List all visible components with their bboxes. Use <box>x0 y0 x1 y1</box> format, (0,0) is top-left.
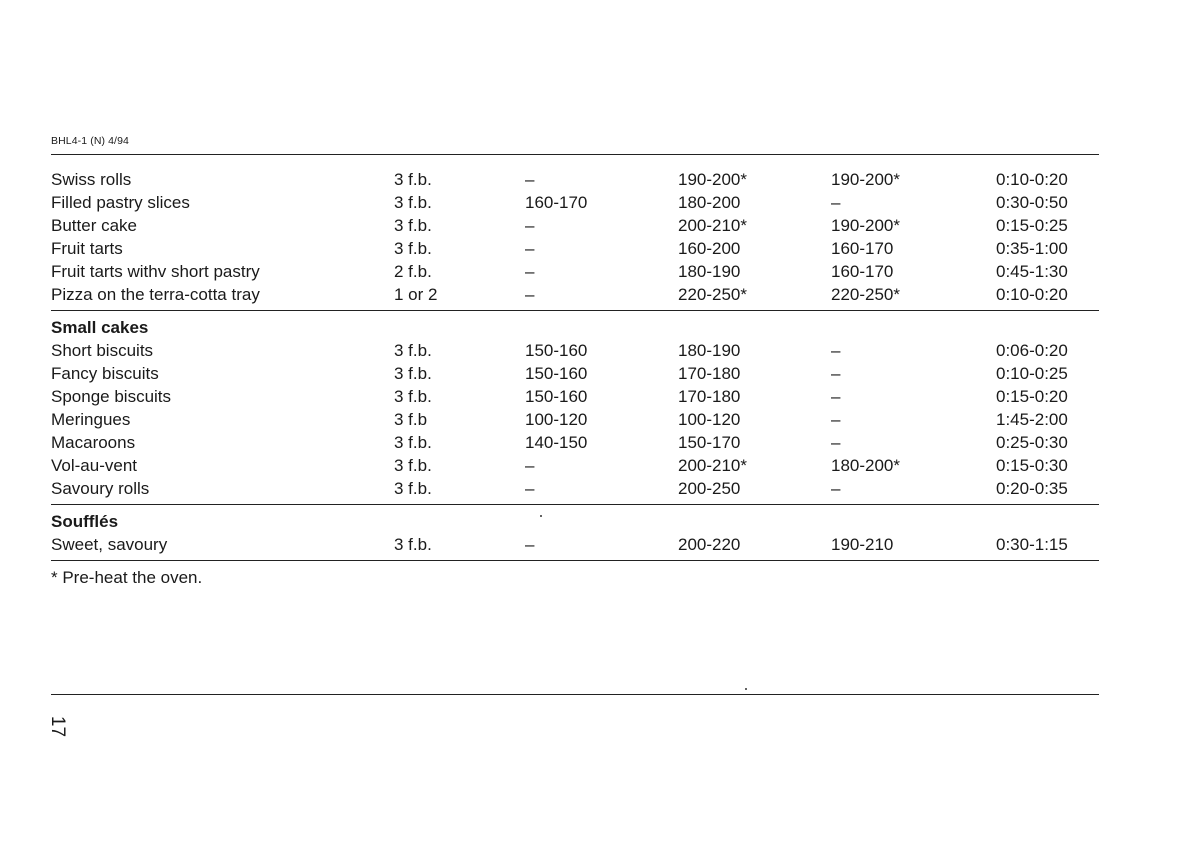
cooking-time: 0:45-1:30 <box>996 262 1068 281</box>
section-heading: Small cakes <box>51 318 149 337</box>
table-row <box>51 168 1099 191</box>
shelf-level: 3 f.b. <box>394 193 432 212</box>
shelf-level: 3 f.b. <box>394 341 432 360</box>
table-row <box>51 533 1099 556</box>
page-number: 17 <box>47 715 69 738</box>
table-row <box>51 454 1099 477</box>
temp-col-1: – <box>525 216 535 235</box>
cooking-time: 0:35-1:00 <box>996 239 1068 258</box>
temp-col-2: 200-250 <box>678 479 741 498</box>
cooking-time: 0:20-0:35 <box>996 479 1068 498</box>
cooking-time: 0:30-1:15 <box>996 535 1068 554</box>
section-rule <box>51 310 1099 311</box>
dish-name: Sweet, savoury <box>51 535 168 554</box>
temp-col-3: – <box>831 479 841 498</box>
dish-name: Meringues <box>51 410 131 429</box>
shelf-level: 3 f.b. <box>394 364 432 383</box>
shelf-level: 3 f.b. <box>394 170 432 189</box>
temp-col-1: 150-160 <box>525 364 588 383</box>
shelf-level: 3 f.b. <box>394 456 432 475</box>
shelf-level: 3 f.b <box>394 410 428 429</box>
cooking-time: 0:10-0:20 <box>996 170 1068 189</box>
table-row <box>51 385 1099 408</box>
cooking-time: 0:06-0:20 <box>996 341 1068 360</box>
table-row <box>51 260 1099 283</box>
temp-col-1: – <box>525 456 535 475</box>
cooking-time: 1:45-2:00 <box>996 410 1068 429</box>
dish-name: Savoury rolls <box>51 479 150 498</box>
shelf-level: 3 f.b. <box>394 535 432 554</box>
temp-col-2: 190-200* <box>678 170 748 189</box>
temp-col-1: – <box>525 479 535 498</box>
table-row <box>51 362 1099 385</box>
temp-col-3: – <box>831 410 841 429</box>
cooking-time: 0:10-0:25 <box>996 364 1068 383</box>
section-heading: Soufflés <box>51 512 119 531</box>
table-row <box>51 283 1099 306</box>
temp-col-1: – <box>525 239 535 258</box>
section-rule <box>51 504 1099 505</box>
table-row <box>51 214 1099 237</box>
shelf-level: 3 f.b. <box>394 216 432 235</box>
temp-col-3: – <box>831 341 841 360</box>
dish-name: Pizza on the terra-cotta tray <box>51 285 260 304</box>
dish-name: Fruit tarts <box>51 239 123 258</box>
dish-name: Butter cake <box>51 216 137 235</box>
temp-col-2: 180-200 <box>678 193 741 212</box>
shelf-level: 3 f.b. <box>394 239 432 258</box>
dish-name: Sponge biscuits <box>51 387 172 406</box>
temp-col-1: – <box>525 535 535 554</box>
footer-rule <box>51 694 1099 695</box>
table-row <box>51 237 1099 260</box>
temp-col-2: 180-190 <box>678 262 741 281</box>
temp-col-3: 160-170 <box>831 262 894 281</box>
temp-col-3: 160-170 <box>831 239 894 258</box>
cooking-time: 0:15-0:30 <box>996 456 1068 475</box>
temp-col-2: 170-180 <box>678 387 741 406</box>
temp-col-2: 180-190 <box>678 341 741 360</box>
table-row <box>51 477 1099 500</box>
temp-col-3: – <box>831 433 841 452</box>
temp-col-3: 180-200* <box>831 456 901 475</box>
table-row <box>51 431 1099 454</box>
temp-col-2: 200-220 <box>678 535 741 554</box>
footnote: * Pre-heat the oven. <box>51 568 203 587</box>
temp-col-2: 170-180 <box>678 364 741 383</box>
shelf-level: 3 f.b. <box>394 479 432 498</box>
dish-name: Filled pastry slices <box>51 193 190 212</box>
cooking-time: 0:15-0:20 <box>996 387 1068 406</box>
cooking-time: 0:25-0:30 <box>996 433 1068 452</box>
dish-name: Fancy biscuits <box>51 364 159 383</box>
temp-col-1: 150-160 <box>525 387 588 406</box>
table-bottom-rule <box>51 560 1099 561</box>
temp-col-1: – <box>525 170 535 189</box>
temp-col-2: 220-250* <box>678 285 748 304</box>
temp-col-1: 140-150 <box>525 433 588 452</box>
shelf-level: 3 f.b. <box>394 433 432 452</box>
top-rule <box>51 154 1099 155</box>
temp-col-3: – <box>831 193 841 212</box>
temp-col-3: 190-200* <box>831 216 901 235</box>
temp-col-3: – <box>831 364 841 383</box>
shelf-level: 2 f.b. <box>394 262 432 281</box>
temp-col-2: 160-200 <box>678 239 741 258</box>
temp-col-2: 200-210* <box>678 216 748 235</box>
temp-col-3: 220-250* <box>831 285 901 304</box>
dish-name: Macaroons <box>51 433 136 452</box>
table-row <box>51 408 1099 431</box>
speck-mark <box>540 515 542 517</box>
dish-name: Vol-au-vent <box>51 456 137 475</box>
shelf-level: 3 f.b. <box>394 387 432 406</box>
table-row <box>51 191 1099 214</box>
cooking-time: 0:10-0:20 <box>996 285 1068 304</box>
temp-col-3: 190-210 <box>831 535 894 554</box>
temp-col-2: 100-120 <box>678 410 741 429</box>
temp-col-2: 150-170 <box>678 433 741 452</box>
cooking-time: 0:30-0:50 <box>996 193 1068 212</box>
dish-name: Swiss rolls <box>51 170 132 189</box>
dish-name: Short biscuits <box>51 341 154 360</box>
temp-col-1: – <box>525 262 535 281</box>
temp-col-3: 190-200* <box>831 170 901 189</box>
shelf-level: 1 or 2 <box>394 285 438 304</box>
temp-col-1: 100-120 <box>525 410 588 429</box>
temp-col-1: – <box>525 285 535 304</box>
speck-mark <box>745 688 747 690</box>
temp-col-1: 150-160 <box>525 341 588 360</box>
cooking-time: 0:15-0:25 <box>996 216 1068 235</box>
temp-col-1: 160-170 <box>525 193 588 212</box>
table-row <box>51 339 1099 362</box>
temp-col-3: – <box>831 387 841 406</box>
dish-name: Fruit tarts withv short pastry <box>51 262 260 281</box>
temp-col-2: 200-210* <box>678 456 748 475</box>
document-code: BHL4-1 (N) 4/94 <box>51 135 129 147</box>
